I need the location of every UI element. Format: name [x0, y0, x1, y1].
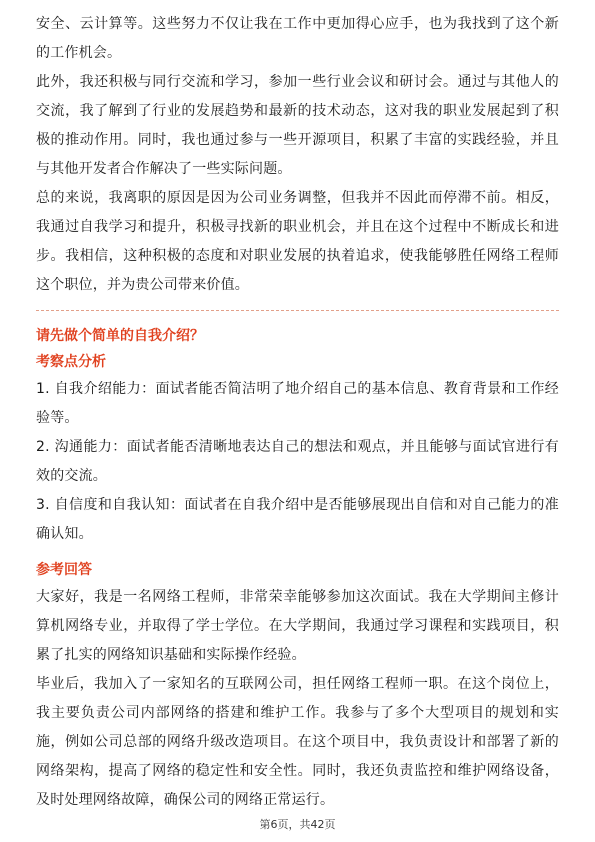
intro-paragraph: 总的来说，我离职的原因是因为公司业务调整，但我并不因此而停滞不前。相反，我通过自我学习和提升，积极寻找新的职业机会，并且在这个过程中不断成长和进步。我相信，这种积极的态度和对职业发展的执着追求，使我能够胜任网络工程师这个职位，并为贵公司带来价值。	[36, 190, 559, 293]
page-number: 第6页，共42页	[259, 818, 336, 831]
intro-paragraph: 此外，我还积极与同行交流和学习，参加一些行业会议和研讨会。通过与其他人的交流，我了解到了行业的发展趋势和最新的技术动态，这对我的职业发展起到了积极的推动作用。同时，我也通过参与一些开源项目，积累了丰富的实践经验，并且与其他开发者合作解决了一些实际问题。	[36, 74, 559, 177]
analysis-title: 考察点分析	[36, 354, 106, 370]
analysis-item: 2. 沟通能力：面试者能否清晰地表达自己的想法和观点，并且能够与面试官进行有效的交流。	[36, 439, 559, 484]
intro-paragraph: 安全、云计算等。这些努力不仅让我在工作中更加得心应手，也为我找到了这个新的工作机会。	[36, 16, 559, 61]
section-gap	[36, 549, 559, 557]
analysis-item: 3. 自信度和自我认知：面试者在自我介绍中是否能够展现出自信和对自己能力的准确认知。	[36, 497, 559, 542]
section-divider	[36, 310, 559, 311]
question-heading: 请先做个简单的自我介绍？	[36, 328, 204, 344]
answer-title: 参考回答	[36, 562, 92, 578]
answer-paragraph: 毕业后，我加入了一家知名的互联网公司，担任网络工程师一职。在这个岗位上，我主要负责公司内部网络的搭建和维护工作。我参与了多个大型项目的规划和实施，例如公司总部的网络升级改造项目。在这个项目中，我负责设计和部署了新的网络架构，提高了网络的稳定性和安全性。同时，我还负责监控和维护网络设备，及时处理网络故障，确保公司的网络正常运行。	[36, 676, 559, 808]
analysis-item: 1. 自我介绍能力：面试者能否简洁明了地介绍自己的基本信息、教育背景和工作经验等。	[36, 381, 559, 426]
answer-paragraph: 大家好，我是一名网络工程师，非常荣幸能够参加这次面试。我在大学期间主修计算机网络专业，并取得了学士学位。在大学期间，我通过学习课程和实践项目，积累了扎实的网络知识基础和实际操作经验。	[36, 589, 559, 663]
document-page	[36, 10, 559, 815]
